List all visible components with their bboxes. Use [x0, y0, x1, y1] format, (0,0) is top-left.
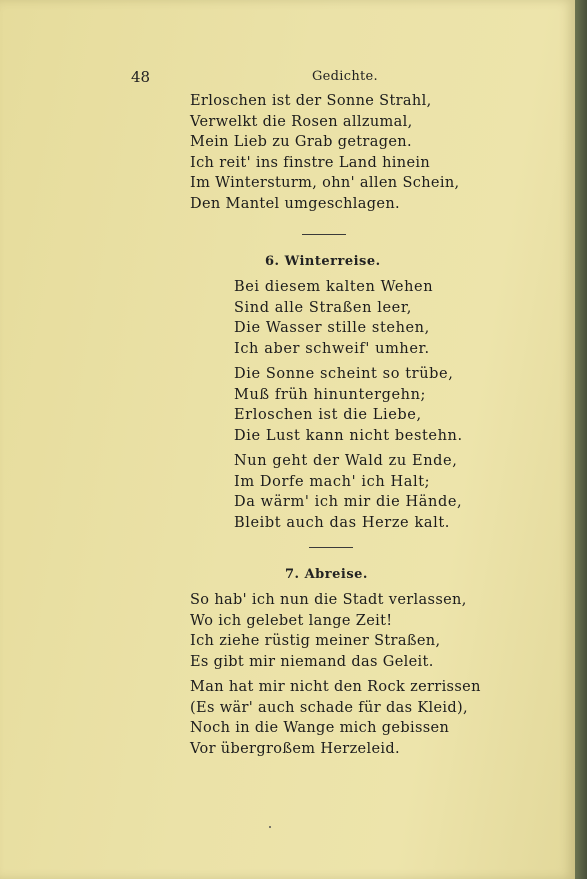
verse-line: Im Wintersturm, ohn' allen Schein,: [190, 175, 460, 192]
verse-line: Im Dorfe mach' ich Halt;: [234, 473, 431, 490]
page-number: 48: [131, 68, 151, 86]
verse-line: Man hat mir nicht den Rock zerrissen: [190, 679, 481, 695]
verse-line: Muß früh hinuntergehn;: [234, 386, 427, 403]
verse-line: Vor übergroßem Herzeleid.: [190, 740, 400, 757]
verse-line: Noch in die Wange mich gebissen: [190, 720, 450, 737]
verse-line: Ich aber schweif' umher.: [234, 340, 430, 357]
verse-line: Da wärm' ich mir die Hände,: [234, 494, 463, 511]
verse-line: Mein Lieb zu Grab getragen.: [190, 134, 412, 151]
poem-stanza: [190, 590, 467, 672]
verse-line: Ich ziehe rüstig meiner Straßen,: [190, 633, 441, 650]
poem-title: 7. Abreise.: [285, 567, 368, 582]
verse-line: Nun geht der Wald zu Ende,: [234, 453, 458, 469]
verse-line: Erloschen ist die Liebe,: [234, 407, 422, 424]
verse-line: Die Sonne scheint so trübe,: [234, 366, 454, 382]
verse-line: Bleibt auch das Herze kalt.: [234, 514, 450, 531]
verse-line: Es gibt mir niemand das Geleit.: [190, 653, 434, 670]
poem-stanza: [190, 677, 481, 759]
running-head: Gedichte.: [312, 69, 378, 84]
poem-title: 6. Winterreise.: [265, 254, 381, 269]
poem-stanza: [234, 451, 462, 533]
verse-line: Ich reit' ins finstre Land hinein: [190, 154, 431, 171]
poem-stanza: [234, 364, 463, 446]
section-divider: [302, 234, 346, 235]
verse-line: So hab' ich nun die Stadt verlassen,: [190, 592, 467, 608]
verse-line: Erloschen ist der Sonne Strahl,: [190, 93, 432, 109]
verse-line: Wo ich gelebet lange Zeit!: [190, 612, 393, 629]
poem-stanza: [234, 277, 433, 359]
verse-line: (Es wär' auch schade für das Kleid),: [190, 699, 469, 716]
verse-line: Die Wasser stille stehen,: [234, 320, 430, 337]
verse-line: Den Mantel umgeschlagen.: [190, 195, 400, 212]
book-spine: [575, 0, 587, 879]
verse-line: Sind alle Straßen leer,: [234, 299, 413, 316]
verse-line: Bei diesem kalten Wehen: [234, 279, 434, 295]
section-divider: [309, 547, 353, 548]
poem-ending-stanza: [190, 91, 459, 215]
paper-speck: [269, 826, 271, 828]
verse-line: Verwelkt die Rosen allzumal,: [190, 113, 413, 130]
verse-line: Die Lust kann nicht bestehn.: [234, 427, 463, 444]
